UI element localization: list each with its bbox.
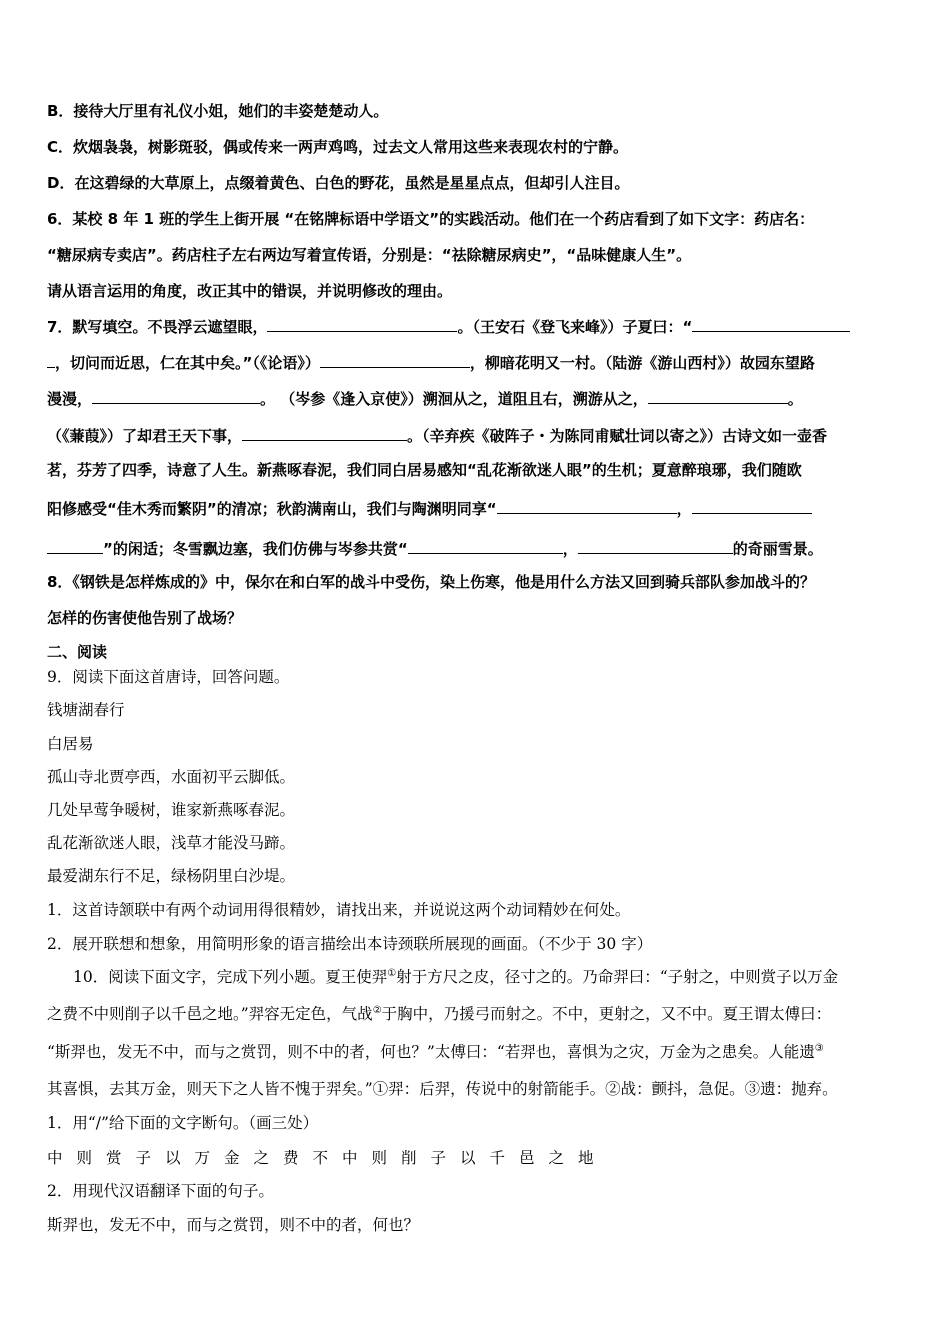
q10-subquestion-2: 2．用现代汉语翻译下面的句子。 [47, 1182, 274, 1200]
q10-subquestion-1: 1．用“/”给下面的文字断句。（画三处） [47, 1114, 319, 1132]
q6-line-1: 6．某校 8 年 1 班的学生上街开展 “在铭牌标语中学语文”的实践活动。他们在一个药店看到了如下文字：药店名： [47, 210, 815, 228]
q7-text-7a: ”的闲适；冬雪飘边塞，我们仿佛与岑参共赏“ [103, 540, 408, 558]
blank-2 [692, 315, 850, 332]
q10-punctuation-text: 中则赏子以万金之费不中则削子以千邑之地 [47, 1149, 608, 1167]
option-b: B．接待大厅里有礼仪小姐，她们的丰姿楚楚动人。 [47, 102, 389, 120]
q9-subquestion-2: 2．展开联想和想象，用简明形象的语言描绘出本诗颈联所展现的画面。（不少于 30 字） [47, 935, 653, 953]
q7-text-3a: 漫漫， [47, 390, 93, 408]
q10-line-4: 其喜惧，去其万金，则天下之人皆不愧于羿矣。”①羿：后羿，传说中的射箭能手。②战：颤抖，急促。③遗：抛弃。 [47, 1080, 838, 1098]
blank-9 [408, 537, 563, 554]
q7-text-2b: ，柳暗花明又一村。（陆游《游山西村》）故园东望路 [469, 354, 815, 372]
footnote-marker-1: ① [387, 967, 397, 979]
q7-line-7 [47, 537, 823, 559]
q10-line-1 [73, 967, 838, 987]
q6-line-2: “糖尿病专卖店”。药店柱子左右两边写着宣传语，分别是：“祛除糖尿病史”，“品味健康人生”。 [47, 246, 692, 264]
q6-line-3: 请从语言运用的角度，改正其中的错误，并说明修改的理由。 [47, 282, 453, 300]
blank-1 [267, 315, 457, 332]
footnote-marker-2: ② [372, 1004, 382, 1016]
q8-line-2: 怎样的伤害使他告别了战场？ [47, 609, 243, 627]
q10-translation-text: 斯羿也，发无不中，而与之赏罚，则不中的者，何也？ [47, 1216, 420, 1234]
q8-line-1: 8．《钢铁是怎样炼成的》中，保尔在和白军的战斗中受伤，染上伤寒，他是用什么方法又回到骑兵部队参加战斗的？ [47, 573, 815, 591]
blank-8-cont [47, 537, 103, 554]
poem-line-1: 孤山寺北贾亭西，水面初平云脚低。 [47, 768, 296, 786]
poem-author: 白居易 [47, 735, 94, 753]
q7-line-1 [47, 315, 850, 337]
option-d: D．在这碧绿的大草原上，点缀着黄色、白色的野花，虽然是星星点点，但却引人注目。 [47, 174, 630, 192]
blank-6 [242, 424, 407, 441]
footnote-marker-3: ③ [814, 1042, 824, 1054]
section-heading-reading: 二、阅读 [47, 643, 108, 661]
q7-text-7c: 的奇丽雪景。 [732, 540, 823, 558]
q10-line-3 [47, 1042, 824, 1062]
q10-line-2 [47, 1004, 831, 1024]
q7-text-6b: ， [676, 500, 692, 518]
q7-line-5: 茗，芬芳了四季，诗意了人生。新燕啄春泥，我们同白居易感知“乱花渐欲迷人眼”的生机；夏意醉琅琊，我们随欧 [47, 461, 802, 479]
q7-text-3b: 。 （岑参《逢入京使》）溯洄从之，道阻且右，溯游从之， [260, 390, 648, 408]
blank-8 [692, 497, 812, 514]
q7-text-4a: （《蒹葭》）了却君王天下事， [47, 427, 243, 445]
q7-text-7b: ， [562, 540, 578, 558]
q7-text-4b: 。（辛弃疾《破阵子・为陈同甫赋壮词以寄之》）古诗文如一壶香 [407, 427, 828, 445]
poem-title: 钱塘湖春行 [47, 701, 125, 719]
q9-intro: 9．阅读下面这首唐诗，回答问题。 [47, 668, 290, 686]
q7-line-4 [47, 424, 827, 446]
blank-5 [648, 387, 788, 404]
q10-text-2a: 之费不中则削子以千邑之地。”羿容无定色，气战 [47, 1005, 373, 1023]
q9-subquestion-1: 1．这首诗颔联中有两个动词用得很精妙，请找出来，并说说这两个动词精妙在何处。 [47, 901, 631, 919]
q7-text-6a: 阳修感受“佳木秀而繁阴”的清凉；秋韵满南山，我们与陶渊明同享“ [47, 500, 497, 518]
blank-3 [320, 351, 470, 368]
blank-7 [497, 497, 677, 514]
q10-text-2b: 于胸中，乃援弓而射之。不中，更射之，又不中。夏王谓太傅曰： [381, 1005, 832, 1023]
q10-text-1b: 射于方尺之皮，径寸之的。乃命羿曰：“子射之，中则赏子以万金 [396, 968, 839, 986]
q7-line-2 [47, 351, 815, 373]
poem-line-2: 几处早莺争暖树，谁家新燕啄春泥。 [47, 801, 296, 819]
poem-line-3: 乱花渐欲迷人眼，浅草才能没马蹄。 [47, 834, 296, 852]
blank-2-cont [47, 351, 55, 368]
q7-line-6 [47, 497, 812, 519]
blank-10 [578, 537, 733, 554]
blank-4 [92, 387, 260, 404]
q7-line-3 [47, 387, 803, 409]
option-c: C．炊烟袅袅，树影斑驳，偶或传来一两声鸡鸣，过去文人常用这些来表现农村的宁静。 [47, 138, 629, 156]
q7-text-2a: ，切问而近思，仁在其中矣。”（《论语》） [55, 354, 320, 372]
q10-text-3a: “斯羿也，发无不中，而与之赏罚，则不中的者，何也？”太傅曰：“若羿也，喜惧为之灾，万金为之患矣。人能遗 [47, 1043, 815, 1061]
q7-text-3c: 。 [787, 390, 803, 408]
q10-text-1a: 10．阅读下面文字，完成下列小题。夏王使羿 [73, 968, 388, 986]
q7-text-1b: 。（王安石《登飞来峰》）子夏曰：“ [457, 318, 693, 336]
q7-text-1a: 7．默写填空。不畏浮云遮望眼， [47, 318, 268, 336]
poem-line-4: 最爱湖东行不足，绿杨阴里白沙堤。 [47, 867, 296, 885]
